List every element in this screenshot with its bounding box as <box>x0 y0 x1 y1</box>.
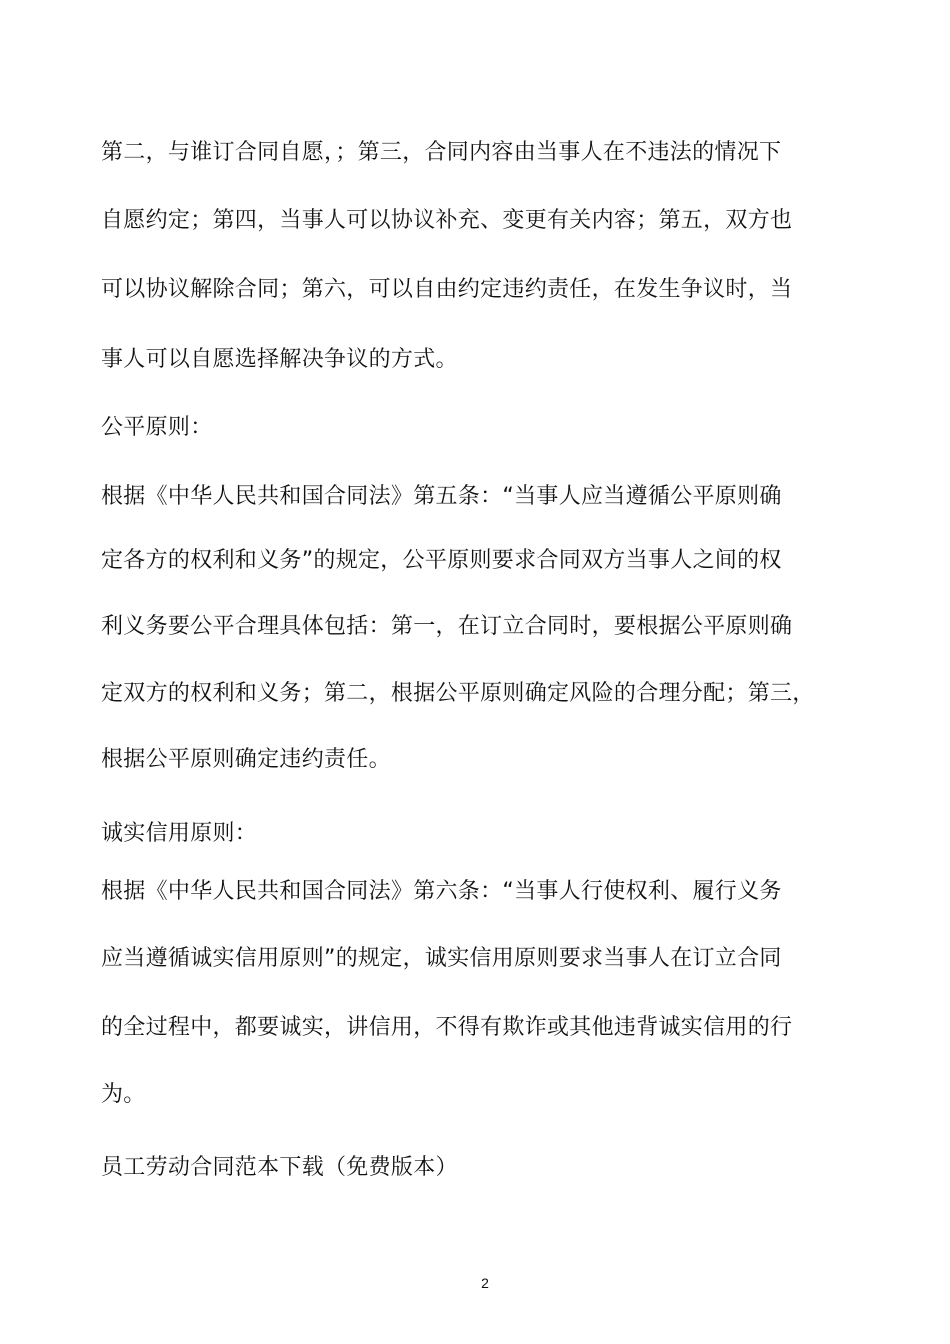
heading-download-template: 员工劳动合同范本下载（免费版本） <box>101 1155 458 1180</box>
text-line: 事人可以自愿选择解决争议的方式。 <box>101 347 458 372</box>
text-line: 自愿约定；第四，当事人可以协议补充、变更有关内容；第五，双方也 <box>101 208 793 233</box>
page-number: 2 <box>481 1275 489 1291</box>
text-line: 利义务要公平合理具体包括：第一，在订立合同时，要根据公平原则确 <box>101 614 793 639</box>
text-line: 的全过程中，都要诚实，讲信用，不得有欺诈或其他违背诚实信用的行 <box>101 1015 793 1040</box>
text-line: 可以协议解除合同；第六，可以自由约定违约责任，在发生争议时，当 <box>101 277 793 302</box>
text-line: 第二，与谁订合同自愿，；第三，合同内容由当事人在不违法的情况下 <box>101 140 782 165</box>
text-line: 为。 <box>101 1082 146 1107</box>
heading-good-faith-principle: 诚实信用原则： <box>101 821 258 846</box>
text-line: 根据《中华人民共和国合同法》第五条：“当事人应当遵循公平原则确 <box>101 484 782 509</box>
text-line: 应当遵循诚实信用原则”的规定，诚实信用原则要求当事人在订立合同 <box>101 946 782 971</box>
heading-fairness-principle: 公平原则： <box>101 415 213 440</box>
text-line: 根据《中华人民共和国合同法》第六条：“当事人行使权利、履行义务 <box>101 879 782 904</box>
text-line: 根据公平原则确定违约责任。 <box>101 747 391 772</box>
text-line: 定双方的权利和义务；第二，根据公平原则确定风险的合理分配；第三， <box>101 681 815 706</box>
text-line: 定各方的权利和义务”的规定，公平原则要求合同双方当事人之间的权 <box>101 548 782 573</box>
